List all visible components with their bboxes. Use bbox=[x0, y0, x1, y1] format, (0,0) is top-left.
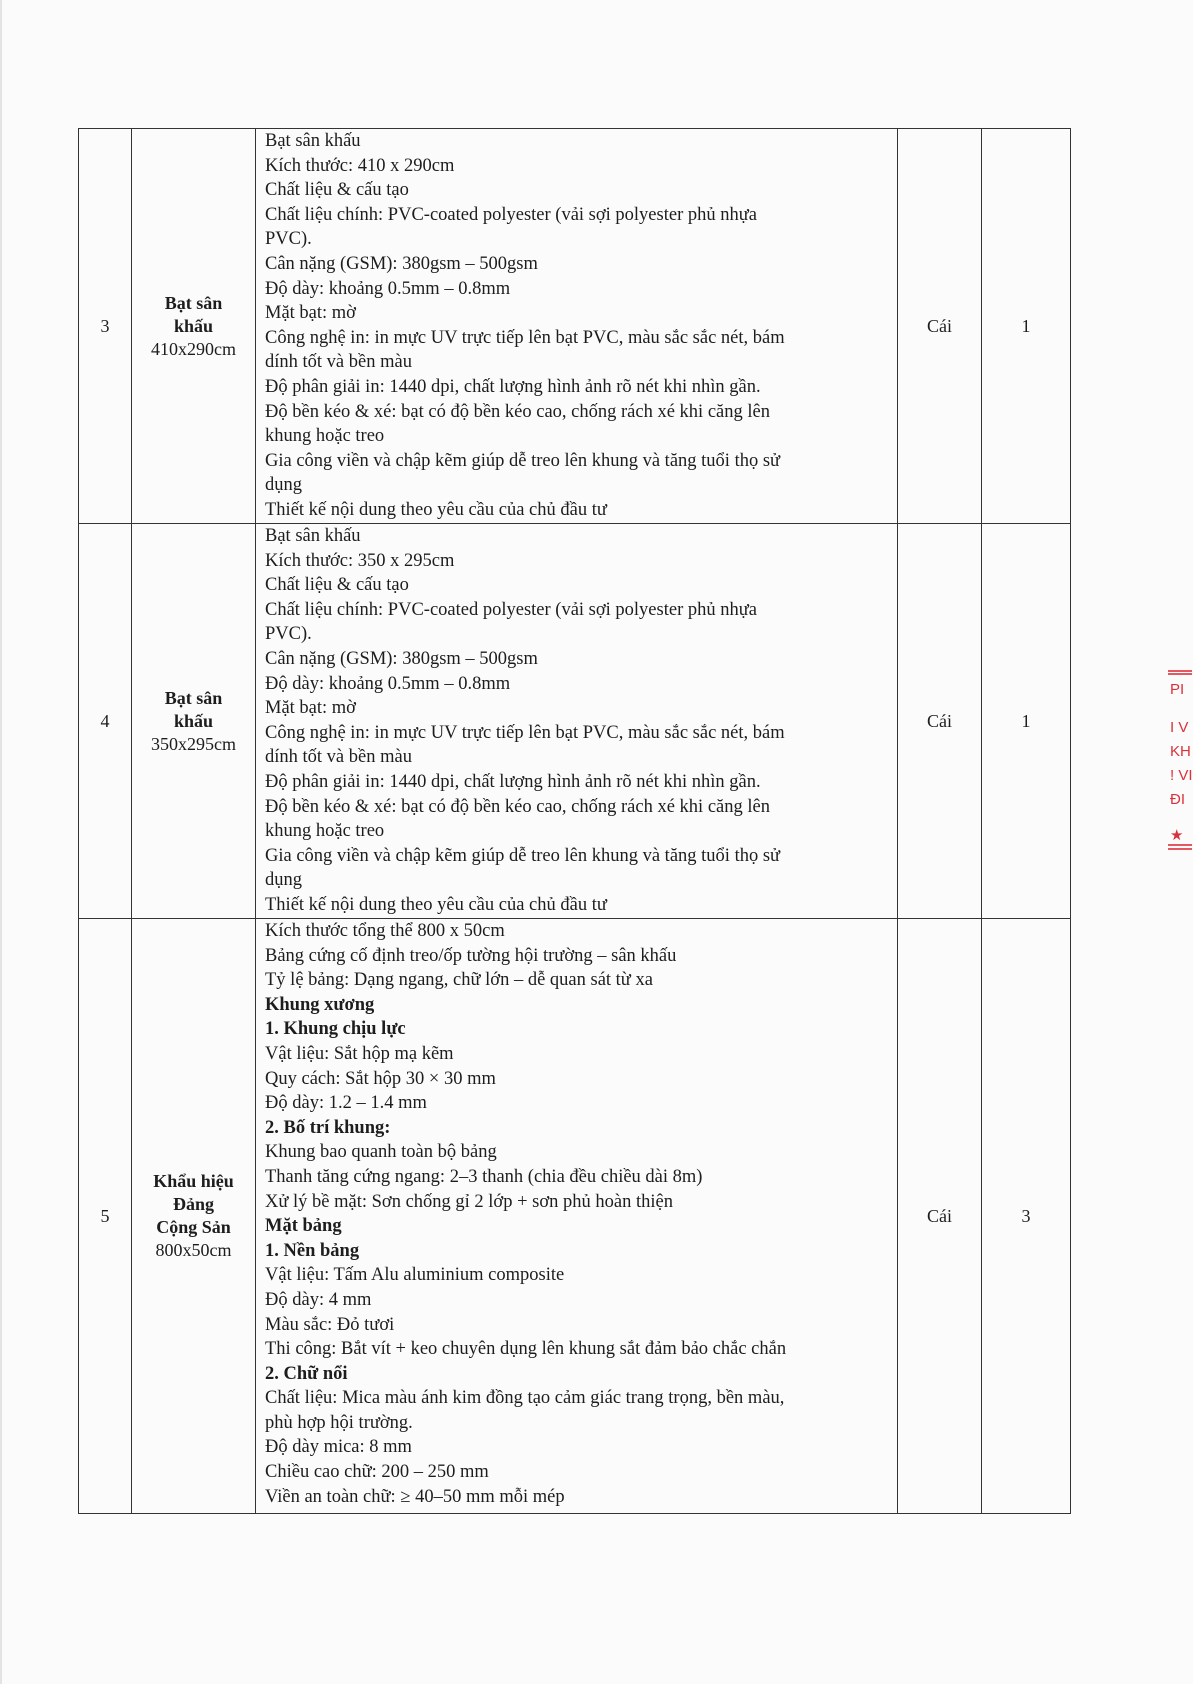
description-line: Thanh tăng cứng ngang: 2–3 thanh (chia đều chiều dài 8m) bbox=[265, 1166, 703, 1187]
description-line: Tỷ lệ bảng: Dạng ngang, chữ lớn – dễ quan sát từ xa bbox=[265, 970, 653, 991]
description-line: khung hoặc treo bbox=[265, 426, 385, 447]
description-heading: 1. Khung chịu lực bbox=[265, 1019, 406, 1040]
item-description bbox=[256, 524, 897, 918]
stamp-text: ĐI bbox=[1170, 791, 1185, 808]
description-line: Bạt sân khấu bbox=[265, 131, 361, 151]
item-description bbox=[256, 919, 897, 1509]
stamp-text: ! VI bbox=[1170, 767, 1193, 784]
description-line: Chất liệu & cấu tạo bbox=[265, 575, 409, 596]
description-line: Viền an toàn chữ: ≥ 40–50 mm mỗi mép bbox=[265, 1486, 565, 1507]
description-line: dính tốt và bền màu bbox=[265, 352, 412, 373]
item-size: 350x295cm bbox=[151, 733, 236, 754]
description-line: Kích thước: 410 x 290cm bbox=[265, 155, 455, 176]
description-line: Độ dày mica: 8 mm bbox=[265, 1437, 412, 1458]
item-description bbox=[256, 129, 897, 523]
description-line: Bảng cứng cố định treo/ốp tường hội trường – sân khấu bbox=[265, 945, 677, 966]
page-edge bbox=[0, 0, 2, 1684]
description-line: PVC). bbox=[265, 229, 312, 250]
description-line: Độ dày: 4 mm bbox=[265, 1289, 372, 1310]
table-row bbox=[79, 524, 1071, 919]
description-line: Vật liệu: Sắt hộp mạ kẽm bbox=[265, 1043, 454, 1064]
item-description-cell bbox=[256, 129, 898, 524]
description-line: dụng bbox=[265, 870, 302, 891]
item-description-cell bbox=[256, 919, 898, 1514]
description-line: Gia công viền và chập kẽm giúp dễ treo lên khung và tăng tuổi thọ sử bbox=[265, 845, 781, 866]
specification-table bbox=[78, 128, 1071, 1514]
unit-cell: Cái bbox=[898, 524, 982, 919]
description-line: Thiết kế nội dung theo yêu cầu của chủ đầu tư bbox=[265, 499, 607, 520]
description-line: Bạt sân khấu bbox=[265, 526, 361, 546]
description-line: Kích thước: 350 x 295cm bbox=[265, 550, 455, 571]
table-body bbox=[79, 129, 1071, 1514]
item-description-cell bbox=[256, 524, 898, 919]
description-line: Thi công: Bắt vít + keo chuyên dụng lên khung sắt đảm bảo chắc chắn bbox=[265, 1339, 787, 1360]
stamp-text: ★ bbox=[1170, 827, 1184, 844]
description-line: dính tốt và bền màu bbox=[265, 747, 412, 768]
description-line: Độ phân giải in: 1440 dpi, chất lượng hình ảnh rõ nét khi nhìn gần. bbox=[265, 376, 761, 397]
table-row bbox=[79, 129, 1071, 524]
description-line: Màu sắc: Đỏ tươi bbox=[265, 1314, 395, 1335]
description-line: Quy cách: Sắt hộp 30 × 30 mm bbox=[265, 1068, 496, 1089]
description-line: Chất liệu & cấu tạo bbox=[265, 180, 409, 201]
table-row bbox=[79, 919, 1071, 1514]
description-line: khung hoặc treo bbox=[265, 821, 385, 842]
description-heading: 2. Chữ nổi bbox=[265, 1363, 348, 1384]
item-size: 800x50cm bbox=[155, 1240, 232, 1260]
description-line: dụng bbox=[265, 475, 302, 496]
stamp-rule bbox=[1168, 844, 1192, 846]
item-name-cell bbox=[132, 919, 256, 1514]
stamp-rule bbox=[1168, 673, 1192, 675]
unit-cell: Cái bbox=[898, 129, 982, 524]
item-name-line: Cộng Sản bbox=[156, 1217, 231, 1237]
stamp-rule bbox=[1168, 848, 1192, 850]
description-line: Công nghệ in: in mực UV trực tiếp lên bạt PVC, màu sắc sắc nét, bám bbox=[265, 722, 785, 743]
item-name-cell bbox=[132, 524, 256, 919]
item-name-line: Khẩu hiệu bbox=[153, 1171, 234, 1191]
description-line: Chất liệu chính: PVC-coated polyester (vải sợi polyester phủ nhựa bbox=[265, 204, 757, 225]
row-number: 5 bbox=[79, 919, 132, 1514]
item-name-line: khấu bbox=[173, 315, 214, 336]
item-name-cell bbox=[132, 129, 256, 524]
item-name-line: Bạt sân bbox=[164, 687, 223, 708]
description-line: Cân nặng (GSM): 380gsm – 500gsm bbox=[265, 253, 538, 274]
description-line: Cân nặng (GSM): 380gsm – 500gsm bbox=[265, 648, 538, 669]
description-line: Chất liệu chính: PVC-coated polyester (vải sợi polyester phủ nhựa bbox=[265, 599, 757, 620]
description-heading: 2. Bố trí khung: bbox=[265, 1117, 391, 1138]
row-number: 3 bbox=[79, 129, 132, 524]
description-line: Gia công viền và chập kẽm giúp dễ treo lên khung và tăng tuổi thọ sử bbox=[265, 450, 781, 471]
item-name-line: Bạt sân bbox=[164, 292, 223, 313]
description-line: Xử lý bề mặt: Sơn chống gỉ 2 lớp + sơn phủ hoàn thiện bbox=[265, 1191, 673, 1212]
description-line: Độ dày: khoảng 0.5mm – 0.8mm bbox=[265, 278, 511, 299]
quantity-cell: 1 bbox=[982, 129, 1071, 524]
description-line: phù hợp hội trường. bbox=[265, 1412, 413, 1433]
description-line: Độ bền kéo & xé: bạt có độ bền kéo cao, chống rách xé khi căng lên bbox=[265, 796, 770, 817]
stamp-text: PI bbox=[1170, 681, 1185, 698]
description-line: Độ phân giải in: 1440 dpi, chất lượng hình ảnh rõ nét khi nhìn gần. bbox=[265, 771, 761, 792]
description-heading: 1. Nền bảng bbox=[265, 1240, 360, 1261]
description-line: Độ bền kéo & xé: bạt có độ bền kéo cao, chống rách xé khi căng lên bbox=[265, 401, 770, 422]
description-line: Độ dày: khoảng 0.5mm – 0.8mm bbox=[265, 673, 511, 694]
description-line: Chiều cao chữ: 200 – 250 mm bbox=[265, 1462, 489, 1483]
quantity-cell: 1 bbox=[982, 524, 1071, 919]
item-name-line: Đảng bbox=[172, 1194, 214, 1214]
unit-cell: Cái bbox=[898, 919, 982, 1514]
stamp-text: KH bbox=[1170, 743, 1191, 760]
quantity-cell: 3 bbox=[982, 919, 1071, 1514]
item-name-line: khấu bbox=[173, 710, 214, 731]
item-size: 410x290cm bbox=[151, 338, 236, 359]
description-line: Khung bao quanh toàn bộ bảng bbox=[265, 1142, 497, 1163]
stamp-text: I V bbox=[1170, 719, 1189, 736]
description-line: Công nghệ in: in mực UV trực tiếp lên bạt PVC, màu sắc sắc nét, bám bbox=[265, 327, 785, 348]
description-line: Kích thước tổng thể 800 x 50cm bbox=[265, 921, 505, 941]
description-heading: Mặt bảng bbox=[265, 1216, 342, 1237]
description-line: Độ dày: 1.2 – 1.4 mm bbox=[265, 1093, 427, 1114]
description-heading: Khung xương bbox=[265, 994, 375, 1015]
description-line: Mặt bạt: mờ bbox=[265, 698, 356, 719]
description-line: Vật liệu: Tấm Alu aluminium composite bbox=[265, 1265, 565, 1286]
description-line: Thiết kế nội dung theo yêu cầu của chủ đầu tư bbox=[265, 894, 607, 915]
description-line: PVC). bbox=[265, 624, 312, 645]
red-stamp-fragment bbox=[1166, 668, 1193, 868]
stamp-rule bbox=[1168, 670, 1192, 672]
description-line: Chất liệu: Mica màu ánh kim đồng tạo cảm giác trang trọng, bền màu, bbox=[265, 1388, 785, 1409]
row-number: 4 bbox=[79, 524, 132, 919]
description-line: Mặt bạt: mờ bbox=[265, 303, 356, 324]
